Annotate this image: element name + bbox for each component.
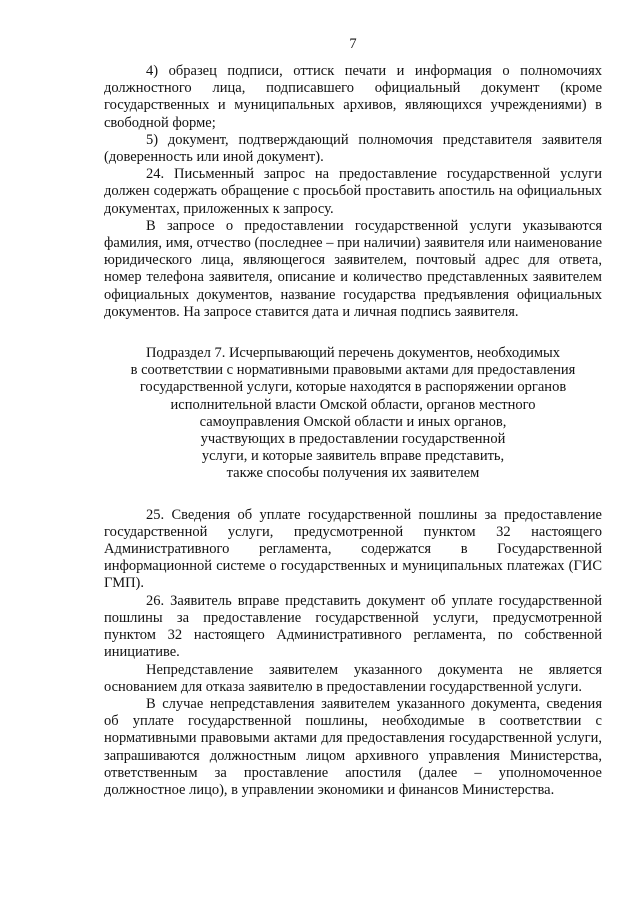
paragraph-item-5: 5) документ, подтверждающий полномочия представителя заявителя (доверенность или иной документ). <box>104 131 602 166</box>
subsection-heading <box>104 345 602 483</box>
paragraph-non-submission: Непредставление заявителем указанного документа не является основанием для отказа заявителю в предоставлении государственной услуги. <box>104 661 602 695</box>
bottom-section <box>104 507 602 799</box>
heading-line: Подраздел 7. Исчерпывающий перечень документов, необходимых <box>145 345 561 362</box>
heading-line: услуги, и которые заявитель вправе представить, <box>201 448 505 465</box>
paragraph-item-4: 4) образец подписи, оттиск печати и информация о полномочиях должностного лица, подписавшего официальный документ (кроме государственных и муниципальных архивов, являющихся учреждениями) в свободной форме; <box>104 63 602 131</box>
heading-line: также способы получения их заявителем <box>226 465 480 482</box>
top-section <box>104 63 602 321</box>
paragraph-26: 26. Заявитель вправе представить документ об уплате государственной пошлины за предоставление государственной услуги, предусмотренной пунктом 32 настоящего Административного регламента, по собственной инициативе. <box>104 592 602 661</box>
heading-line: государственной услуги, которые находятся в распоряжении органов <box>139 379 567 396</box>
document-page <box>104 36 602 799</box>
heading-line: участвующих в предоставлении государственной <box>200 431 506 448</box>
heading-line: в соответствии с нормативными правовыми актами для предоставления <box>130 362 576 379</box>
page-number: 7 <box>349 36 357 52</box>
heading-line: самоуправления Омской области и иных органов, <box>199 413 507 430</box>
paragraph-24: 24. Письменный запрос на предоставление государственной услуги должен содержать обращение с просьбой проставить апостиль на официальных документах, приложенных к запросу. <box>104 166 602 217</box>
paragraph-request-procedure: В случае непредставления заявителем указанного документа, сведения об уплате государственной пошлины, необходимые в соответствии с нормативными правовыми актами для предоставления государственной услуги, запрашиваются должностным лицом архивного управления Министерства, ответственным за проставление апостиля (далее – уполномоченное должностное лицо), в управлении экономики и финансов Министерства. <box>104 695 602 798</box>
heading-line: исполнительной власти Омской области, органов местного <box>170 396 536 413</box>
paragraph-25: 25. Сведения об уплате государственной пошлины за предоставление государственной услуги, предусмотренной пунктом 32 настоящего Административного регламента, содержатся в Государственной информационной системе о государственных и муниципальных платежах (ГИС ГМП). <box>104 506 602 592</box>
paragraph-request-contents: В запросе о предоставлении государственной услуги указываются фамилия, имя, отчество (последнее – при наличии) заявителя или наименование юридического лица, являющегося заявителем, почтовый адрес для ответа, номер телефона заявителя, описание и количество представленных заявителем официальных документов, название государства предъявления официальных документов. На запросе ставится дата и личная подпись заявителя. <box>104 217 602 320</box>
